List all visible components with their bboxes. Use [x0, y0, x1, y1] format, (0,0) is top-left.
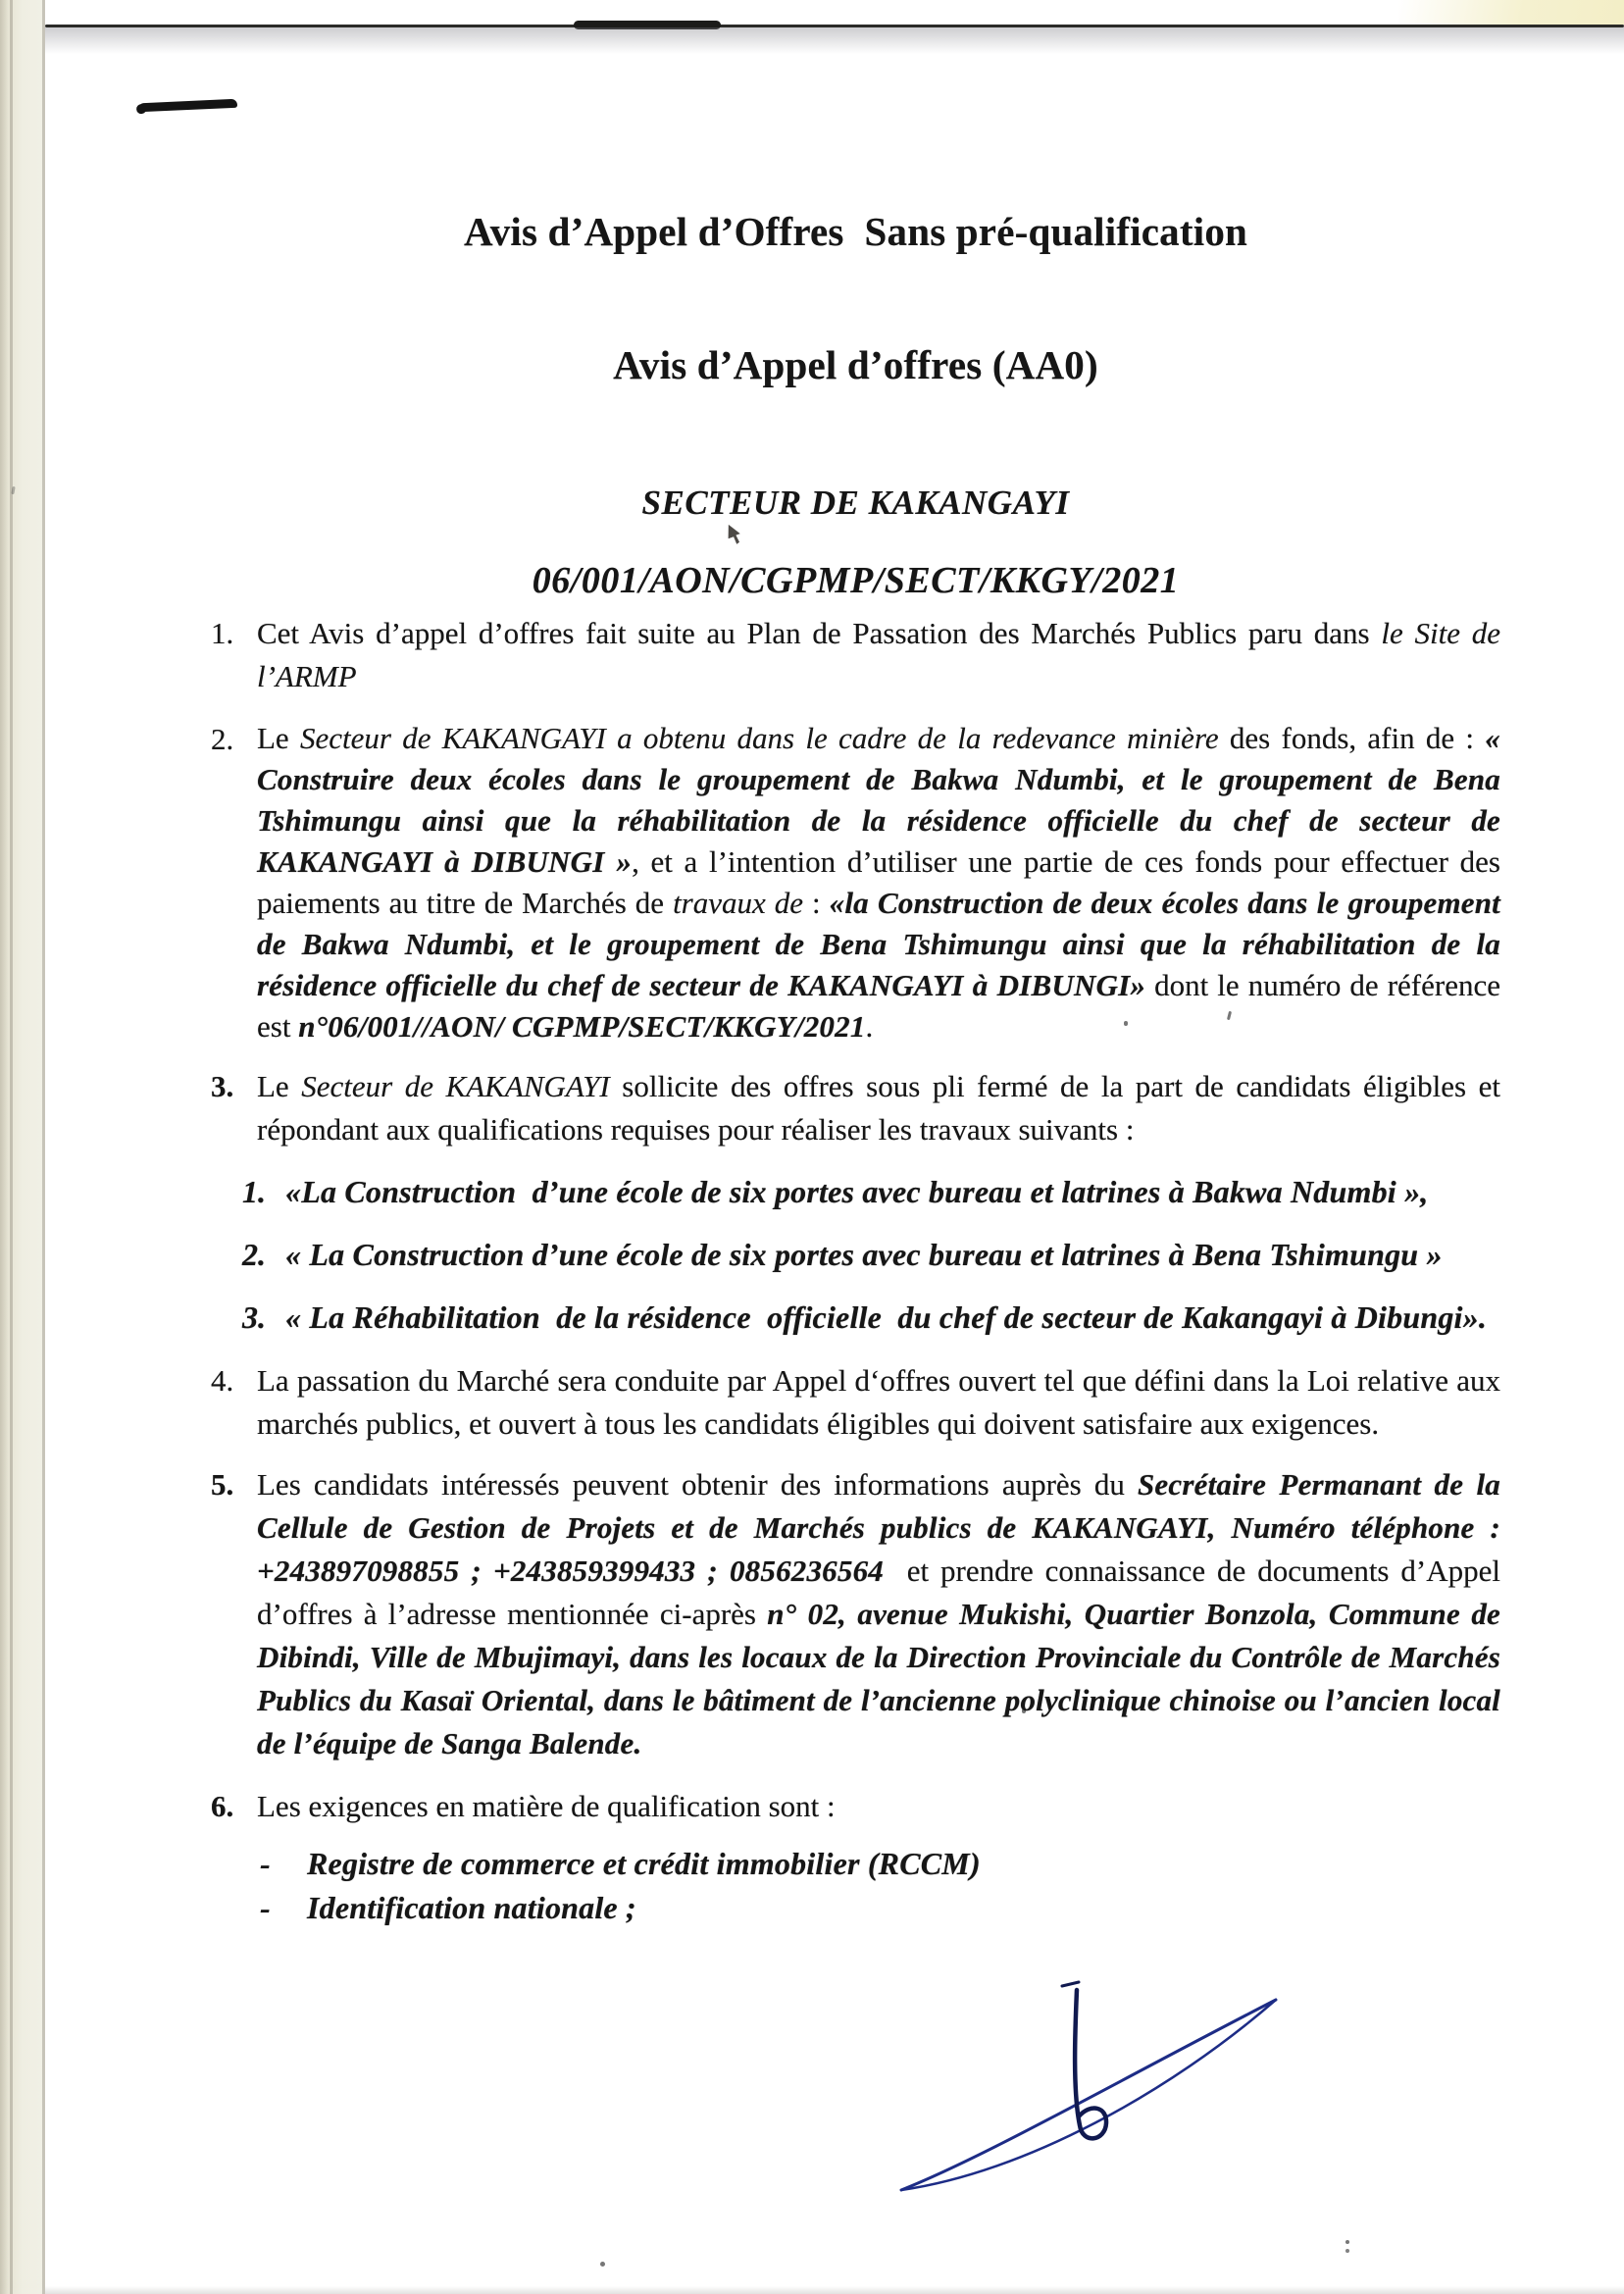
document-subtitle: Avis d’Appel d’offres (AA0)	[613, 342, 1098, 387]
text-segment: le Site de l’ARMP	[257, 616, 1508, 693]
sub-item-text: «La Construction d’une école de six portes avec bureau et latrines à Bakwa Ndumbi »,	[285, 1174, 1429, 1209]
text-segment: « Construire deux écoles dans le groupement de Bakwa Ndumbi, et le groupement de Bena Tshimungu ainsi que la réhabilitation de la résidence officielle du chef de secteur de KAKANGAYI à DIBUNGI »	[257, 721, 1508, 879]
sub-item-text: « La Construction d’une école de six portes avec bureau et latrines à Bena Tshimungu »	[285, 1237, 1443, 1272]
list-item-4	[211, 1359, 1508, 1446]
item-number: 4.	[211, 1363, 234, 1398]
dash-marker: -	[260, 1890, 271, 1925]
sub-item-number: 1.	[242, 1174, 266, 1209]
signature-ink	[888, 1976, 1309, 2212]
sector-heading: SECTEUR DE KAKANGAYI	[641, 484, 1070, 522]
qualification-item-1	[260, 1842, 1500, 1886]
scan-speck	[1345, 2240, 1349, 2244]
item-text	[257, 718, 1508, 1047]
work-item-2	[242, 1232, 1500, 1277]
text-segment: Le	[257, 1069, 302, 1103]
text-segment: :	[803, 886, 830, 920]
text-segment: Secrétaire Permanant de la Cellule de Gestion de Projets et de Marchés publics de KAKANGAYI, Numéro téléphone : +243897098855 ; +243859399433 ; 0856236564	[257, 1467, 1508, 1588]
list-item-3	[211, 1065, 1508, 1151]
item-text	[257, 1463, 1508, 1765]
list-item-2	[211, 718, 1508, 1047]
scan-left-margin	[0, 0, 45, 2294]
text-segment: Cet Avis d’appel d’offres fait suite au Plan de Passation des Marchés Publics paru dans	[257, 616, 1382, 650]
text-segment: La passation du Marché sera conduite par Appel d‘offres ouvert tel que défini dans la Loi relative aux marchés publics, et ouvert à tous les candidats éligibles qui doivent satisfaire aux exigences.	[257, 1363, 1508, 1441]
text-segment: Les candidats intéressés peuvent obtenir des informations auprès du	[257, 1467, 1138, 1502]
sub-item-number: 3.	[242, 1300, 266, 1335]
document-title: Avis d’Appel d’Offres Sans pré-qualification	[463, 209, 1248, 254]
work-item-3	[242, 1295, 1500, 1340]
text-segment: dont le numéro de référence est	[257, 968, 1508, 1044]
text-segment: Le	[257, 721, 300, 755]
qualification-item-2	[260, 1886, 1500, 1930]
scan-bottom-shadow	[45, 2286, 1624, 2294]
dash-marker: -	[260, 1846, 271, 1881]
list-item-6	[211, 1785, 1500, 1828]
text-segment: n° 02, avenue Mukishi, Quartier Bonzola, Commune de Dibindi, Ville de Mbujimayi, dans les locaux de la Direction Provinciale du Contrôle de Marchés Publics du Kasaï Oriental, dans le bâtiment de l’ancienne polyclinique chinoise ou l’ancien local de l’équipe de Sanga Balende.	[257, 1597, 1508, 1760]
text-segment: Secteur de KAKANGAYI	[301, 1069, 610, 1103]
item-number: 6.	[211, 1789, 234, 1823]
item-text	[257, 1065, 1508, 1151]
list-item-1	[211, 612, 1508, 698]
text-segment: et prendre connaissance de documents d’Appel d’offres à l’adresse mentionnée ci-après	[257, 1554, 1508, 1631]
text-segment: Les exigences en matière de qualification sont :	[257, 1789, 836, 1823]
text-segment: des fonds, afin de :	[1218, 721, 1486, 755]
reference-number: 06/001/AON/CGPMP/SECT/KKGY/2021	[532, 560, 1180, 601]
signature-top-tick	[1062, 1982, 1079, 1986]
item-number: 3.	[211, 1069, 234, 1103]
item-text	[257, 1359, 1508, 1446]
text-segment: sollicite des offres sous pli fermé de la part de candidats éligibles et répondant aux qualifications requises pour réaliser les travaux suivants :	[257, 1069, 1508, 1147]
text-segment: .	[865, 1009, 874, 1044]
item-text	[257, 612, 1508, 698]
qualification-text: Registre de commerce et crédit immobilier (RCCM)	[307, 1846, 981, 1881]
item-number: 1.	[211, 616, 234, 650]
text-segment: n°06/001//AON/ CGPMP/SECT/KKGY/2021	[298, 1009, 866, 1044]
work-item-1	[242, 1169, 1500, 1214]
item-number: 5.	[211, 1467, 234, 1502]
document-body	[211, 0, 1508, 1930]
list-item-5	[211, 1463, 1508, 1765]
qualification-text: Identification nationale ;	[307, 1890, 636, 1925]
item-number: 2.	[211, 722, 234, 756]
text-segment: «la Construction de deux écoles dans le groupement de Bakwa Ndumbi, et le groupement de Bena Tshimungu ainsi que la réhabilitation de la résidence officielle du chef de secteur de KAKANGAYI à DIBUNGI»	[257, 886, 1508, 1002]
qualification-list	[211, 1842, 1500, 1930]
scan-speck	[600, 2262, 605, 2267]
text-segment: , et a l’intention d’utiliser une partie de ces fonds pour effectuer des paiements au titre de Marchés de	[257, 844, 1508, 920]
sub-item-number: 2.	[242, 1237, 266, 1272]
signature-vertical-stroke	[1075, 1990, 1106, 2138]
signature-sweep-stroke	[901, 2000, 1276, 2190]
sub-item-text: « La Réhabilitation de la résidence officielle du chef de secteur de Kakangayi à Dibungi».	[285, 1300, 1488, 1335]
text-segment: Secteur de KAKANGAYI a obtenu dans le cadre de la redevance minière	[299, 721, 1219, 755]
text-segment: travaux de	[673, 886, 804, 920]
item-text	[257, 1785, 1500, 1828]
